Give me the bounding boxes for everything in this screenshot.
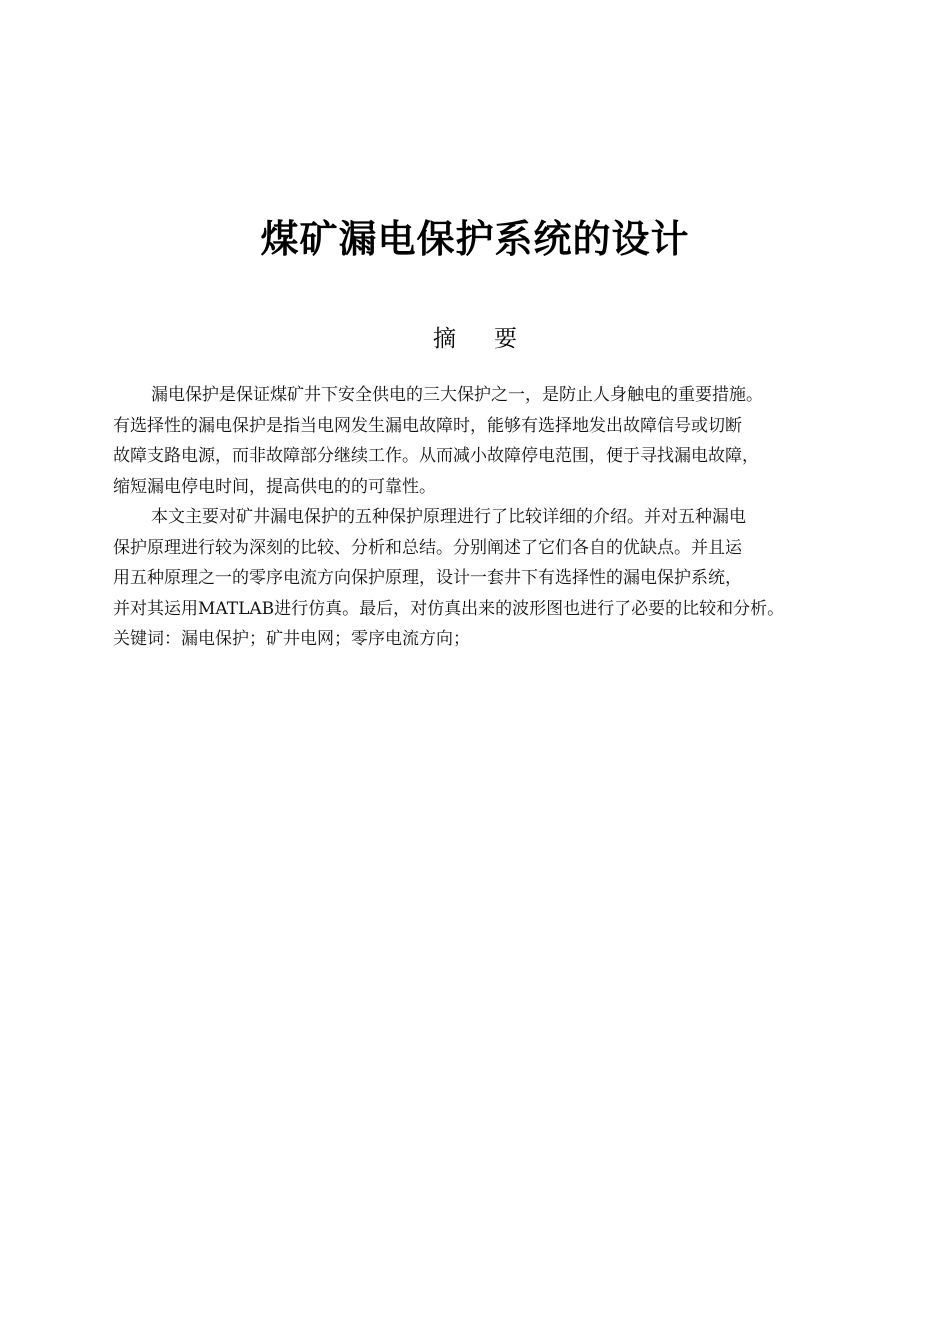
keywords-line: 关键词：漏电保护；矿井电网；零序电流方向； [113,629,470,649]
abstract-body [113,380,853,655]
paragraph-line: 本文主要对矿井漏电保护的五种保护原理进行了比较详细的介绍。并对五种漏电 [151,507,746,527]
abstract-heading [0,322,950,356]
paragraph-line: 保护原理进行较为深刻的比较、分析和总结。分别阐述了它们各自的优缺点。并且运 [113,537,742,558]
paragraph-line: 漏电保护是保证煤矿井下安全供电的三大保护之一，是防止人身触电的重要措施。 [151,385,763,405]
paragraph-line: 用五种原理之一的零序电流方向保护原理，设计一套井下有选择性的漏电保护系统， [113,568,742,588]
paragraph-line: 并对其运用MATLAB进行仿真。最后，对仿真出来的波形图也进行了必要的比较和分析。 [113,598,785,619]
page-title: 煤矿漏电保护系统的设计 [260,217,690,261]
abstract-heading-char-1: 摘 [433,326,456,352]
paragraph-2 [113,502,853,624]
paragraph-line: 有选择性的漏电保护是指当电网发生漏电故障时，能够有选择地发出故障信号或切断 [113,415,742,436]
paragraph-1 [113,380,853,502]
paragraph-line: 缩短漏电停电时间，提高供电的的可靠性。 [113,476,436,497]
paragraph-line: 故障支路电源，而非故障部分继续工作。从而减小故障停电范围，便于寻找漏电故障， [113,446,759,466]
abstract-heading-char-2: 要 [494,326,517,352]
